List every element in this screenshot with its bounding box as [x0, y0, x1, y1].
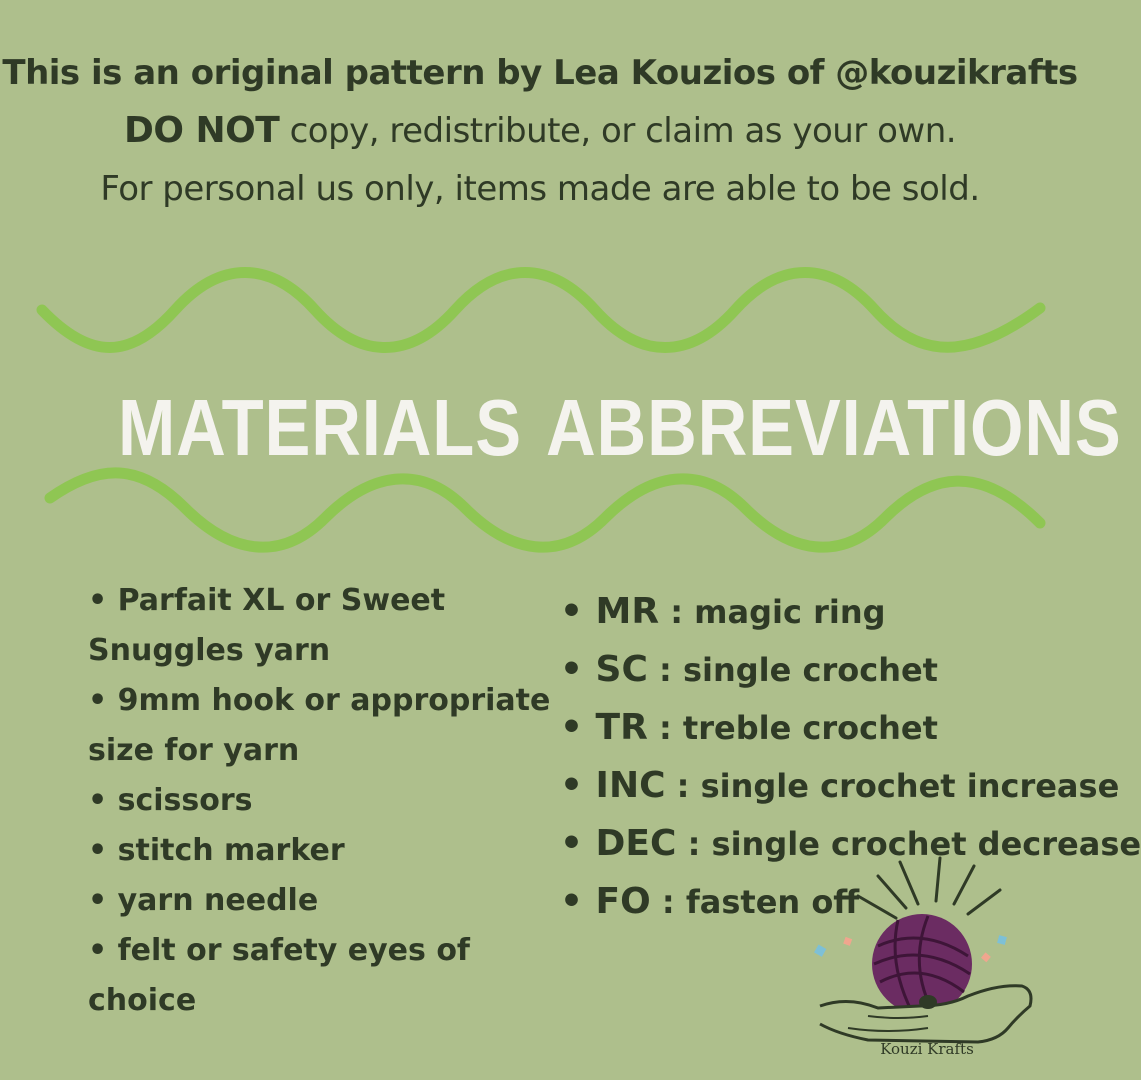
materials-list: [88, 576, 558, 1026]
abbreviation-separator: :: [647, 651, 683, 689]
header-line-2: [0, 102, 1080, 160]
list-item: • felt or safety eyes of choice: [88, 933, 470, 1018]
abbreviation-key: • FO: [560, 881, 651, 922]
abbreviation-separator: :: [659, 593, 695, 631]
abbreviation-value: fasten off: [685, 883, 860, 921]
abbreviation-value: magic ring: [694, 593, 886, 631]
abbreviation-separator: :: [676, 825, 712, 863]
header-line-1: This is an original pattern by Lea Kouzios of @kouzikrafts: [2, 53, 1078, 93]
yarn-ball-in-hand-icon: [808, 856, 1040, 1066]
abbreviation-key: • INC: [560, 765, 666, 806]
abbreviation-value: treble crochet: [682, 709, 938, 747]
do-not-emphasis: DO NOT: [123, 110, 280, 151]
abbreviation-item: [560, 583, 1060, 641]
list-item: • 9mm hook or appropriate size for yarn: [88, 683, 551, 768]
top-wave-divider: [0, 270, 1080, 360]
brand-signature: Kouzi Krafts: [880, 1040, 974, 1058]
header-line-2-rest: copy, redistribute, or claim as your own.: [279, 111, 957, 151]
abbreviation-key: • SC: [560, 649, 648, 690]
abbreviation-key: • MR: [560, 591, 660, 632]
list-item: • Parfait XL or Sweet Snuggles yarn: [88, 583, 446, 668]
bottom-wave-divider: [0, 468, 1080, 563]
abbreviation-value: single crochet: [682, 651, 938, 689]
abbreviation-value: single crochet increase: [700, 767, 1120, 805]
abbreviation-item: [560, 699, 1060, 757]
abbreviations-title: ABBREVIATIONS: [546, 383, 1122, 472]
abbreviation-item: [560, 641, 1060, 699]
abbreviation-separator: :: [665, 767, 701, 805]
abbreviation-key: • DEC: [560, 823, 677, 864]
materials-title: MATERIALS: [118, 383, 522, 472]
header-line-3: For personal us only, items made are able to be sold.: [100, 169, 980, 209]
list-item: • scissors: [88, 783, 253, 818]
list-item: • yarn needle: [88, 883, 319, 918]
abbreviation-value: single crochet decrease: [711, 825, 1141, 863]
abbreviation-key: • TR: [560, 707, 648, 748]
abbreviation-separator: :: [647, 709, 683, 747]
header: [0, 44, 1080, 218]
abbreviation-item: [560, 757, 1120, 815]
list-item: • stitch marker: [88, 833, 345, 868]
abbreviation-separator: :: [650, 883, 686, 921]
